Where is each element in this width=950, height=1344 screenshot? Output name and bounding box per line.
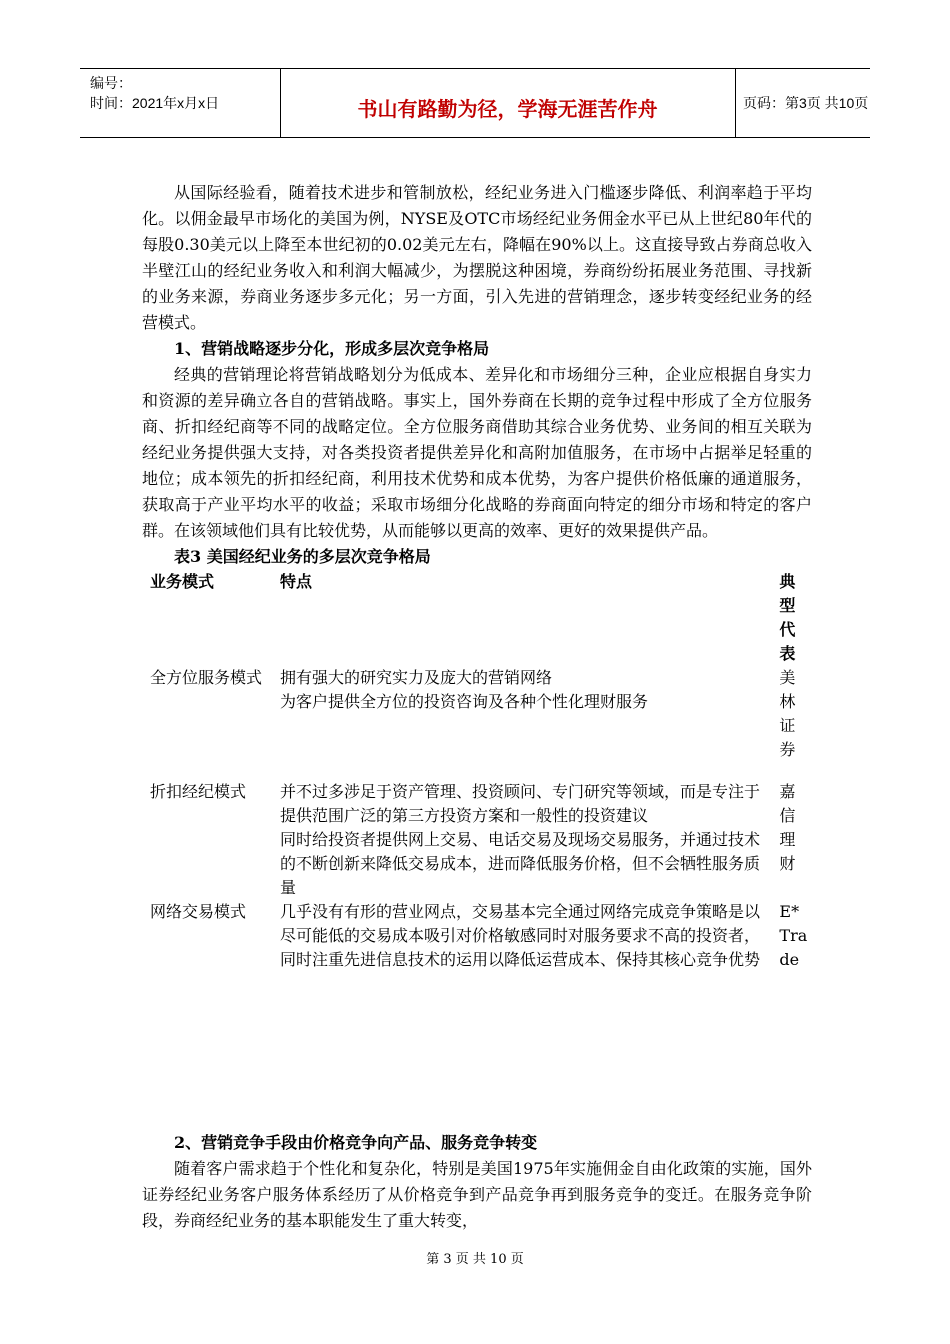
table-cell-features	[272, 900, 771, 972]
competition-table	[142, 570, 812, 972]
feature-line: 拥有强大的研究实力及庞大的营销网络	[279, 668, 552, 687]
header-motto: 书山有路勤为径，学海无涯苦作舟	[357, 97, 658, 121]
document-body	[142, 180, 812, 972]
doc-id-label: 编号：	[90, 75, 132, 91]
table-row	[142, 780, 812, 900]
table-spacer	[142, 762, 812, 780]
section2-block	[142, 1130, 812, 1234]
table-cell-representative: E*Trade	[779, 902, 808, 969]
table-cell-representative: 嘉信理财	[779, 782, 796, 873]
header-meta-cell	[80, 69, 281, 137]
feature-line: 为客户提供全方位的投资咨询及各种个性化理财服务	[279, 692, 648, 711]
table-cell-mode: 折扣经纪模式	[150, 782, 247, 801]
section1-paragraph: 经典的营销理论将营销战略划分为低成本、差异化和市场细分三种，企业应根据自身实力和资源的差异确立各自的营销战略。事实上，国外券商在长期的竞争过程中形成了全方位服务商、折扣经纪商等不同的战略定位。全方位服务商借助其综合业务优势、业务间的相互关联为经纪业务提供强大支持，对各类投资者提供差异化和高附加值服务，在市场中占据举足轻重的地位；成本领先的折扣经纪商，利用技术优势和成本优势，为客户提供价格低廉的通道服务，获取高于产业平均水平的收益；采取市场细分化战略的券商面向特定的细分市场和特定的客户群。在该领域他们具有比较优势，从而能够以更高的效率、更好的效果提供产品。	[142, 365, 812, 540]
table-cell-representative: 美林证券	[779, 668, 796, 759]
page-header	[80, 68, 870, 138]
table-row	[142, 900, 812, 972]
page-footer: 第 3 页 共 10 页	[426, 1252, 524, 1267]
intro-paragraph: 从国际经验看，随着技术进步和管制放松，经纪业务进入门槛逐步降低、利润率趋于平均化。以佣金最早市场化的美国为例，NYSE及OTC市场经纪业务佣金水平已从上世纪80年代的每股0.30美元以上降至本世纪初的0.02美元左右，降幅在90%以上。这直接导致占券商总收入半壁江山的经纪业务收入和利润大幅减少，为摆脱这种困境，券商纷纷拓展业务范围、寻找新的业务来源，券商业务逐步多元化；另一方面，引入先进的营销理念，逐步转变经纪业务的经营模式。	[142, 183, 812, 332]
feature-line: 并不过多涉足于资产管理、投资顾问、专门研究等领域，而是专注于提供范围广泛的第三方投资方案和一般性的投资建议	[279, 782, 760, 825]
section1-heading: 1、营销战略逐步分化，形成多层次竞争格局	[174, 339, 490, 358]
section2-heading: 2、营销竞争手段由价格竞争向产品、服务竞争转变	[174, 1133, 538, 1152]
table-header-mode: 业务模式	[150, 572, 215, 591]
table-header-representative: 典型代表	[779, 572, 796, 663]
table-cell-features	[272, 780, 771, 900]
table-header-features: 特点	[279, 572, 312, 591]
table-row	[142, 666, 812, 762]
section2-paragraph: 随着客户需求趋于个性化和复杂化，特别是美国1975年实施佣金自由化政策的实施，国外证券经纪业务客户服务体系经历了从价格竞争到产品竞争再到服务竞争的变迁。在服务竞争阶段，券商经纪业务的基本职能发生了重大转变，	[142, 1159, 812, 1230]
table-cell-features	[272, 666, 771, 762]
header-page-cell	[735, 69, 870, 137]
header-page-info: 页码：第3页 共10页	[743, 95, 869, 111]
table-header-row	[142, 570, 812, 666]
doc-time-label: 时间：2021年x月x日	[90, 95, 220, 111]
header-motto-cell	[280, 69, 736, 137]
feature-line: 几乎没有有形的营业网点，交易基本完全通过网络完成竞争策略是以尽可能低的交易成本吸引对价格敏感同时对服务要求不高的投资者，同时注重先进信息技术的运用以降低运营成本、保持其核心竞争优势	[279, 902, 760, 969]
table-caption: 表3 美国经纪业务的多层次竞争格局	[174, 547, 431, 566]
feature-line: 同时给投资者提供网上交易、电话交易及现场交易服务，并通过技术的不断创新来降低交易成本，进而降低服务价格，但不会牺牲服务质量	[279, 830, 760, 897]
table-cell-mode: 全方位服务模式	[150, 668, 263, 687]
table-cell-mode: 网络交易模式	[150, 902, 247, 921]
